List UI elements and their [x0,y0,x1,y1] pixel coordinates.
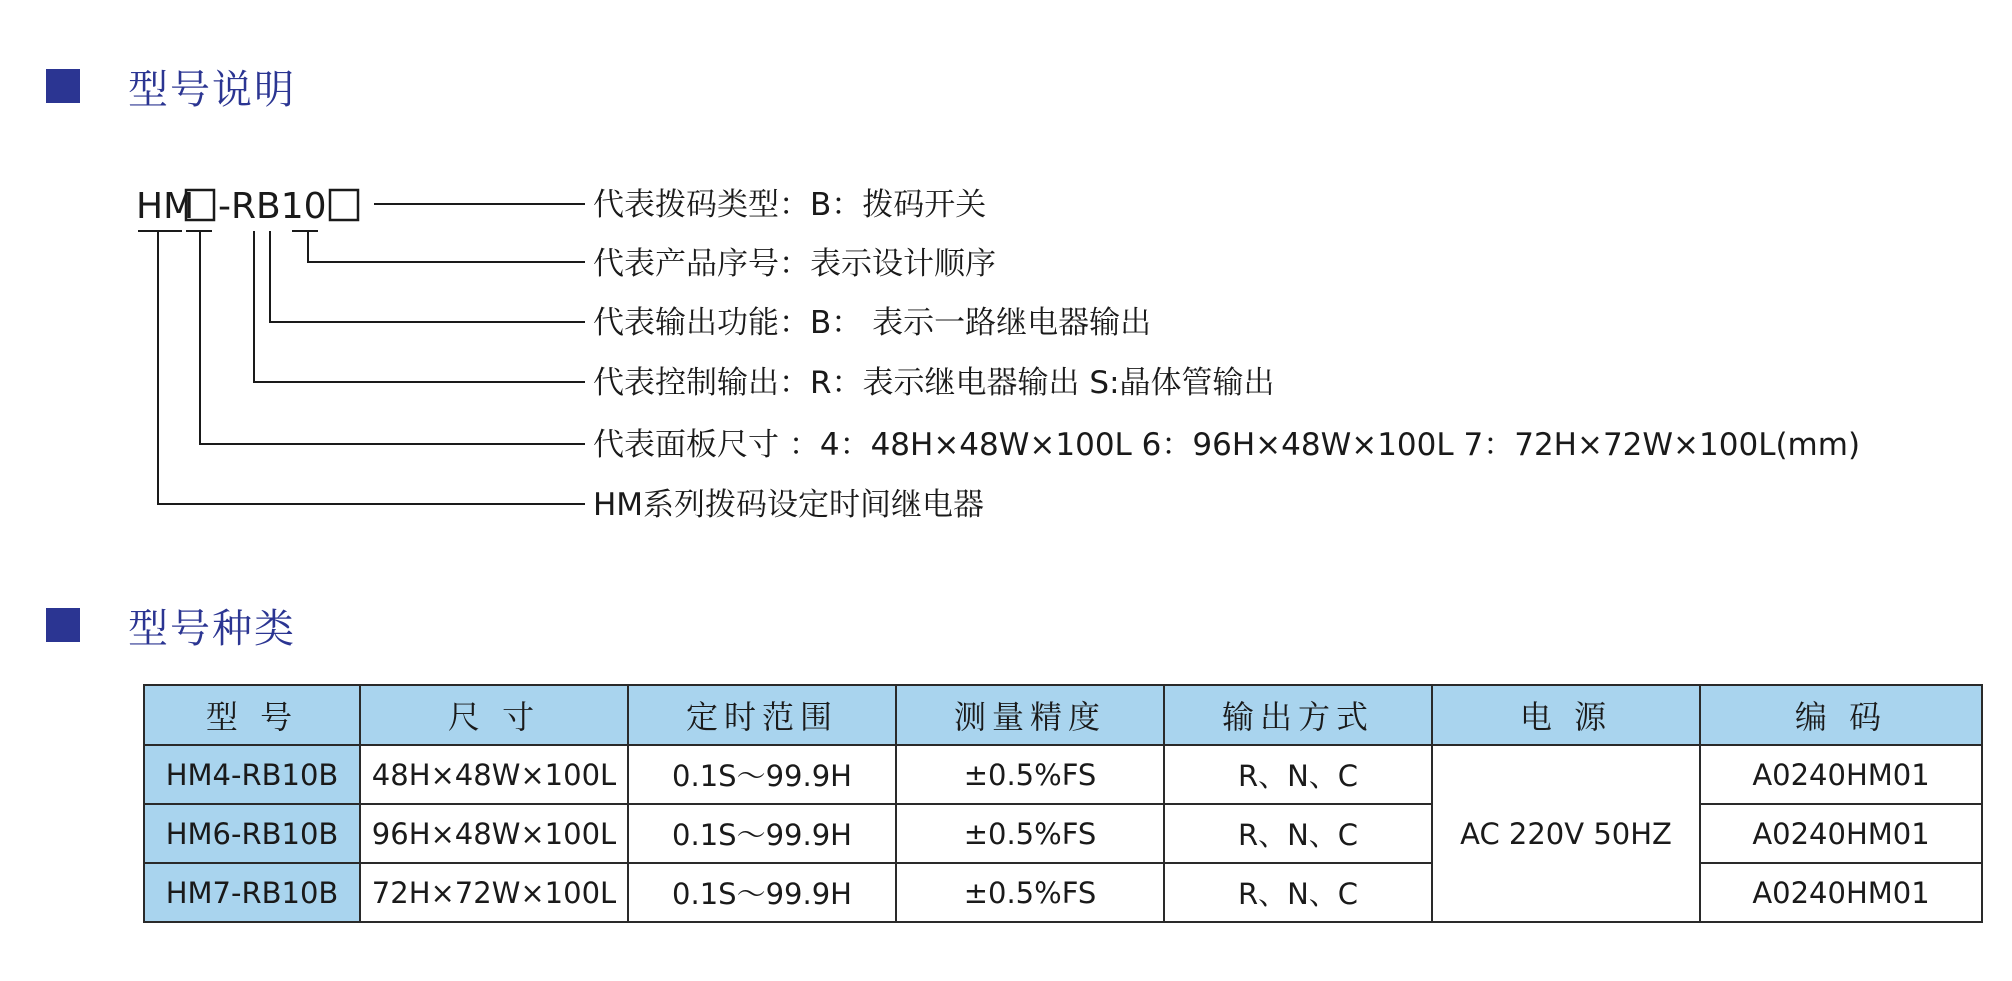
diagram-desc-panel-size: 代表面板尺寸 ：4：48H×48W×100L 6：96H×48W×100L 7：72H×72W×100L(mm) [593,427,1861,463]
cell-size: 96H×48W×100L [360,804,628,863]
header-accuracy: 测量精度 [896,685,1164,745]
cell-model: HM6-RB10B [144,804,360,863]
leader-line-output-function [270,231,585,322]
section-title-model-types: 型号种类 [128,605,296,652]
cell-model: HM7-RB10B [144,863,360,922]
header-timing-range: 定时范围 [628,685,896,745]
leader-line-serial-number [296,231,585,262]
cell-code: A0240HM01 [1700,863,1982,922]
cell-code: A0240HM01 [1700,745,1982,804]
square-bullet-icon [46,608,80,642]
table-header-row [144,685,1982,745]
cell-code: A0240HM01 [1700,804,1982,863]
cell-power: AC 220V 50HZ [1432,745,1700,922]
table-row [144,745,1982,804]
diagram-desc-output-function: 代表输出功能：B： 表示一路继电器输出 [593,305,1152,341]
header-code: 编 码 [1700,685,1982,745]
cell-model: HM4-RB10B [144,745,360,804]
code-prefix-hm: HM [136,186,195,227]
cell-timing-range: 0.1S～99.9H [628,804,896,863]
diagram-desc-control-output: 代表控制输出：R：表示继电器输出 S:晶体管输出 [593,365,1275,401]
table-row [144,804,1982,863]
switch-type-placeholder-box [330,190,358,220]
table-row [144,863,1982,922]
diagram-desc-switch-type: 代表拨码类型：B：拨码开关 [593,187,987,223]
cell-accuracy: ±0.5%FS [896,863,1164,922]
cell-output-mode: R、N、C [1164,745,1432,804]
cell-timing-range: 0.1S～99.9H [628,863,896,922]
header-model: 型 号 [144,685,360,745]
section-header-model-types [46,603,296,652]
cell-output-mode: R、N、C [1164,863,1432,922]
leader-line-control-output [254,231,585,382]
cell-accuracy: ±0.5%FS [896,745,1164,804]
model-types-table [143,684,1983,923]
diagram-desc-series: HM系列拨码设定时间继电器 [593,487,985,523]
cell-timing-range: 0.1S～99.9H [628,745,896,804]
cell-accuracy: ±0.5%FS [896,804,1164,863]
header-output-mode: 输出方式 [1164,685,1432,745]
leader-line-series [158,231,585,504]
code-middle-rb10: -RB10 [218,186,327,227]
cell-size: 72H×72W×100L [360,863,628,922]
cell-output-mode: R、N、C [1164,804,1432,863]
cell-size: 48H×48W×100L [360,745,628,804]
diagram-desc-serial-number: 代表产品序号：表示设计顺序 [593,246,996,282]
header-size: 尺 寸 [360,685,628,745]
section-title-model-description: 型号说明 [128,66,296,113]
header-power: 电 源 [1432,685,1700,745]
